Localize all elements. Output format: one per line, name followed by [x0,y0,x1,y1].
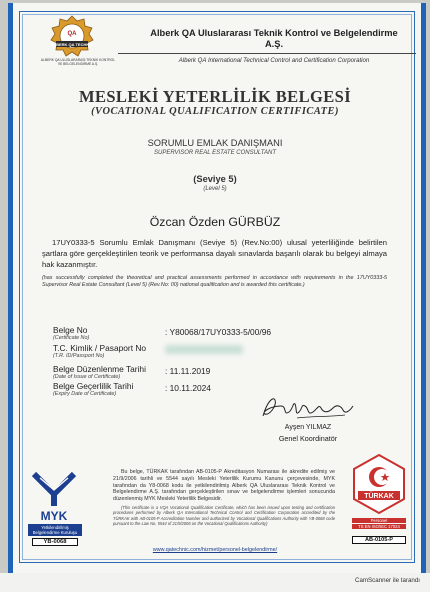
myk-logo [26,470,82,524]
expiry-date-sublabel: (Expiry Date of Certificate) [53,391,117,397]
header-divider [118,53,416,54]
cert-no-label: Belge No [53,325,88,335]
organization-name-tr: Alberk QA Uluslararası Teknik Kontrol ve Belgelendirme [150,28,398,38]
turkak-logo [350,453,408,517]
turkak-caption-standard: TS EN ISO/IEC 17024 [352,524,406,529]
statement-en: (has successfully completed the theoretical and practical assessments performed in accordance with requirements in the 17UY0333-5 Supervisor Real Estate Consultant (Level 5) (Rev.No: 00) national qualification and is awarded this certificate.) [42,275,387,289]
id-label: T.C. Kimlik / Pasaport No [53,343,147,353]
statement-tr: 17UY0333-5 Sorumlu Emlak Danışmanı (Seviye 5) (Rev.No:00) ulusal yeterliliğinde belirtilen şartlara göre gerçekleştirilen teorik ve performansa dayalı sınavlarda başarılı olarak bu belgeyi almaya hak kazanmıştır. [42,238,387,269]
issue-date-value: : 11.11.2019 [165,366,211,376]
signatory-name: Ayşen YILMAZ [284,424,332,431]
organization-name-en: Alberk QA International Technical Control and Certification Corporation [178,57,370,64]
turkak-logo-text: TÜRKAK [364,493,394,501]
verification-link[interactable]: www.qatechnic.com/hizmet/personel-belgelendirme/ [152,547,278,553]
issue-date-sublabel: (Date of Issue of Certificate) [53,374,121,380]
turkak-caption-personnel: Personel [352,518,406,523]
accreditation-text-en: (This certificate is a VQA Vocational Qualification Certificate, which has been issued upon testing and certification procedures performed by Alberk QA International Technical Control and Certification Corporation accredited by the TÜRKAK with AB-0105-P Accreditation Number and authorized by Vocational Qualifications Authority with YB-0068 code pursuant to the Law No. 5544 of 21/9/2006 on the Vocational Qualifications Authority) [113,505,335,526]
turkak-code: AB-0105-P [352,536,406,544]
logo-text: ALBERK QA TECHNIC [50,41,94,47]
holder-name: Özcan Özden GÜRBÜZ [149,215,281,229]
certificate-title-en: (VOCATIONAL QUALIFICATION CERTIFICATE) [91,106,339,117]
cert-no-sublabel: (Certificate No) [53,335,90,341]
id-value-redacted [165,345,243,356]
myk-caption: Yetkilendirilmiş Belgelendirme Kuruluşu [28,524,82,536]
id-sublabel: (T.R. ID/Passport No) [53,353,105,359]
expiry-date-value: : 10.11.2024 [165,383,211,393]
certificate-title: MESLEKİ YETERLİLİK BELGESİ [78,87,352,106]
qualification-name-en: SUPERVISOR REAL ESTATE CONSULTANT [153,150,277,156]
myk-logo-text: MYK [40,509,68,523]
accreditation-text-tr: Bu belge, TÜRKAK tarafından AB-0105-P Akreditasyon Numarası ile akredite edilmiş ve 21/9/2006 tarihli ve 5544 sayılı Mesleki Yeterlilik Kurumu Kanunu çerçevesinde, MYK tarafından da Y8-0068 kodu ile yetkilendirilmiş Alberk QA Uluslararası Teknik Kontrol ve Belgelendirme A.Ş. tarafından gerçekleştirilen sınav ve belgelendirme işlemleri sonucunda düzenlenmiş MYK Mesleki Yeterlilik Belgesidir. [113,469,335,503]
signatory-role: Genel Koordinatör [278,434,338,443]
qualification-level: (Seviye 5) [193,174,237,184]
myk-code: YB-0068 [32,538,78,546]
issue-date-label: Belge Düzenlenme Tarihi [53,364,146,374]
organization-name-tr-suffix: A.Ş. [264,39,284,49]
scanner-note: CamScanner ile tarandı [354,577,420,584]
qualification-name: SORUMLU EMLAK DANIŞMANI [147,138,283,148]
expiry-date-label: Belge Geçerlilik Tarihi [53,381,134,391]
logo-caption: ALBERK QA ULUSLARARASI TEKNİK KONTROL VE BELGELENDİRME A.Ş. [40,58,116,66]
qualification-level-en: (Level 5) [203,186,227,192]
signature-icon [257,392,357,424]
alberk-qa-logo [48,14,96,60]
svg-text:QA: QA [67,31,77,37]
cert-no-value: : Y80068/17UY0333-5/00/96 [165,327,272,337]
